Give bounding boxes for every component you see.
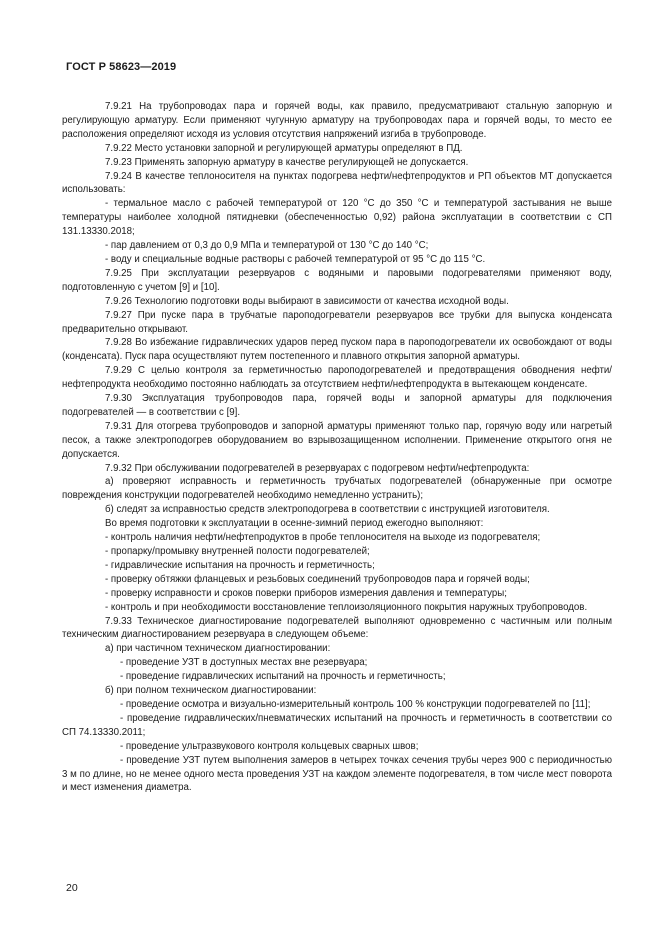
paragraph: - проведение ультразвукового контроля кольцевых сварных швов; (120, 740, 419, 752)
paragraph: а) проверяют исправность и герметичность трубчатых подогревателей (обнаруженные при осмотре повреждения конструкции подогревателей необходимо немедленно устранить); (62, 476, 612, 502)
paragraph: - проверку обтяжки фланцевых и резьбовых соединений трубопроводов пара и горячей воды; (105, 573, 530, 585)
paragraph: - воду и специальные водные растворы с рабочей температурой от 95 °С до 115 °С. (105, 253, 486, 265)
paragraph: 7.9.29 С целью контроля за герметичностью пароподогревателей и предотвращения обводнения нефти/нефтепродукта необходимо постоянно наблюдать за отсутствием нефти/нефтепродукта в вытекающем конденсате. (62, 365, 612, 391)
paragraph: - проведение осмотра и визуально-измерительный контроль 100 % конструкции подогревателей по [11]; (120, 698, 591, 710)
page-number: 20 (66, 882, 78, 894)
paragraph: - гидравлические испытания на прочность и герметичность; (105, 559, 375, 571)
paragraph: - проверку исправности и сроков поверки приборов измерения давления и температуры; (105, 587, 507, 599)
paragraph: 7.9.27 При пуске пара в трубчатые пароподогреватели резервуаров все трубки для выпуска конденсата предварительно открывают. (62, 309, 612, 335)
paragraph: 7.9.21 На трубопроводах пара и горячей воды, как правило, предусматривают стальную запорную и регулирующую арматуру. Если применяют чугунную арматуру на трубопроводах пара и горячей воды, то место ее расположения определяют исходя из условия отсутствия напряжений изгиба в трубопроводе. (62, 101, 612, 140)
paragraph: 7.9.26 Технологию подготовки воды выбирают в зависимости от качества исходной воды. (105, 295, 509, 307)
paragraph: 7.9.24 В качестве теплоносителя на пунктах подогрева нефти/нефтепродуктов и РП объектов МТ допускается использовать: (62, 170, 612, 196)
paragraph: 7.9.31 Для отогрева трубопроводов и запорной арматуры применяют только пар, горячую воду или нагретый песок, а также электроподогрев оборудованием во взрывозащищенном исполнении. Применение открытого огня не допускается. (62, 420, 612, 460)
paragraph: б) при полном техническом диагностировании: (105, 685, 317, 697)
paragraph: - проведение гидравлических/пневматических испытаний на прочность и герметичность в соответствии со СП 74.13330.2011; (62, 712, 612, 738)
paragraph: б) следят за исправностью средств электроподогрева в соответствии с инструкцией изготовителя. (105, 504, 550, 516)
paragraph: 7.9.30 Эксплуатация трубопроводов пара, горячей воды и запорной арматуры для подключения подогревателей — в соответствии с [9]. (62, 393, 612, 418)
document-body (62, 100, 612, 795)
paragraph: 7.9.23 Применять запорную арматуру в качестве регулирующей не допускается. (105, 156, 469, 168)
paragraph: 7.9.25 При эксплуатации резервуаров с водяными и паровыми подогревателями применяют воду, подготовленную с учетом [9] и [10]. (62, 267, 612, 293)
paragraph: Во время подготовки к эксплуатации в осенне-зимний период ежегодно выполняют: (105, 518, 484, 530)
paragraph: - пропарку/промывку внутренней полости подогревателей; (105, 546, 370, 557)
paragraph: а) при частичном техническом диагностировании: (105, 643, 331, 655)
paragraph: 7.9.33 Техническое диагностирование подогревателей выполняют одновременно с частичным или полным техническим диагностированием резервуара в следующем объеме: (62, 615, 612, 641)
paragraph: - проведение УЗТ в доступных местах вне резервуара; (120, 657, 368, 669)
paragraph: - контроль наличия нефти/нефтепродуктов в пробе теплоносителя на выходе из подогревателя; (105, 532, 541, 544)
paragraph: - проведение гидравлических испытаний на прочность и герметичность; (120, 671, 446, 683)
paragraph: 7.9.28 Во избежание гидравлических ударов перед пуском пара в пароподогреватели их освобождают от воды (конденсата). Пуск пара осуществляют путем постепенного и плавного открытия запорной арматуры. (62, 337, 612, 363)
document-header: ГОСТ Р 58623—2019 (66, 61, 177, 73)
paragraph: - проведение УЗТ путем выполнения замеров в четырех точках сечения трубы через 900 с периодичностью 3 м по длине, но не менее одного места проведения УЗТ на каждом элементе подогревателя, в том числе мест поворота и мест изменения диаметра. (62, 754, 612, 794)
paragraph: - пар давлением от 0,3 до 0,9 МПа и температурой от 130 °С до 140 °С; (105, 240, 429, 252)
paragraph: 7.9.22 Место установки запорной и регулирующей арматуры определяют в ПД. (105, 142, 463, 154)
paragraph: - контроль и при необходимости восстановление теплоизоляционного покрытия наружных трубопроводов. (105, 601, 588, 613)
paragraph: - термальное масло с рабочей температурой от 120 °С до 350 °С и температурой застывания не выше температуры наиболее холодной пятидневки (обеспеченностью 0,92) района эксплуатации в соответствии с СП 131.13330.2018; (62, 198, 612, 238)
paragraph: 7.9.32 При обслуживании подогревателей в резервуарах с подогревом нефти/нефтепродукта: (105, 462, 530, 474)
